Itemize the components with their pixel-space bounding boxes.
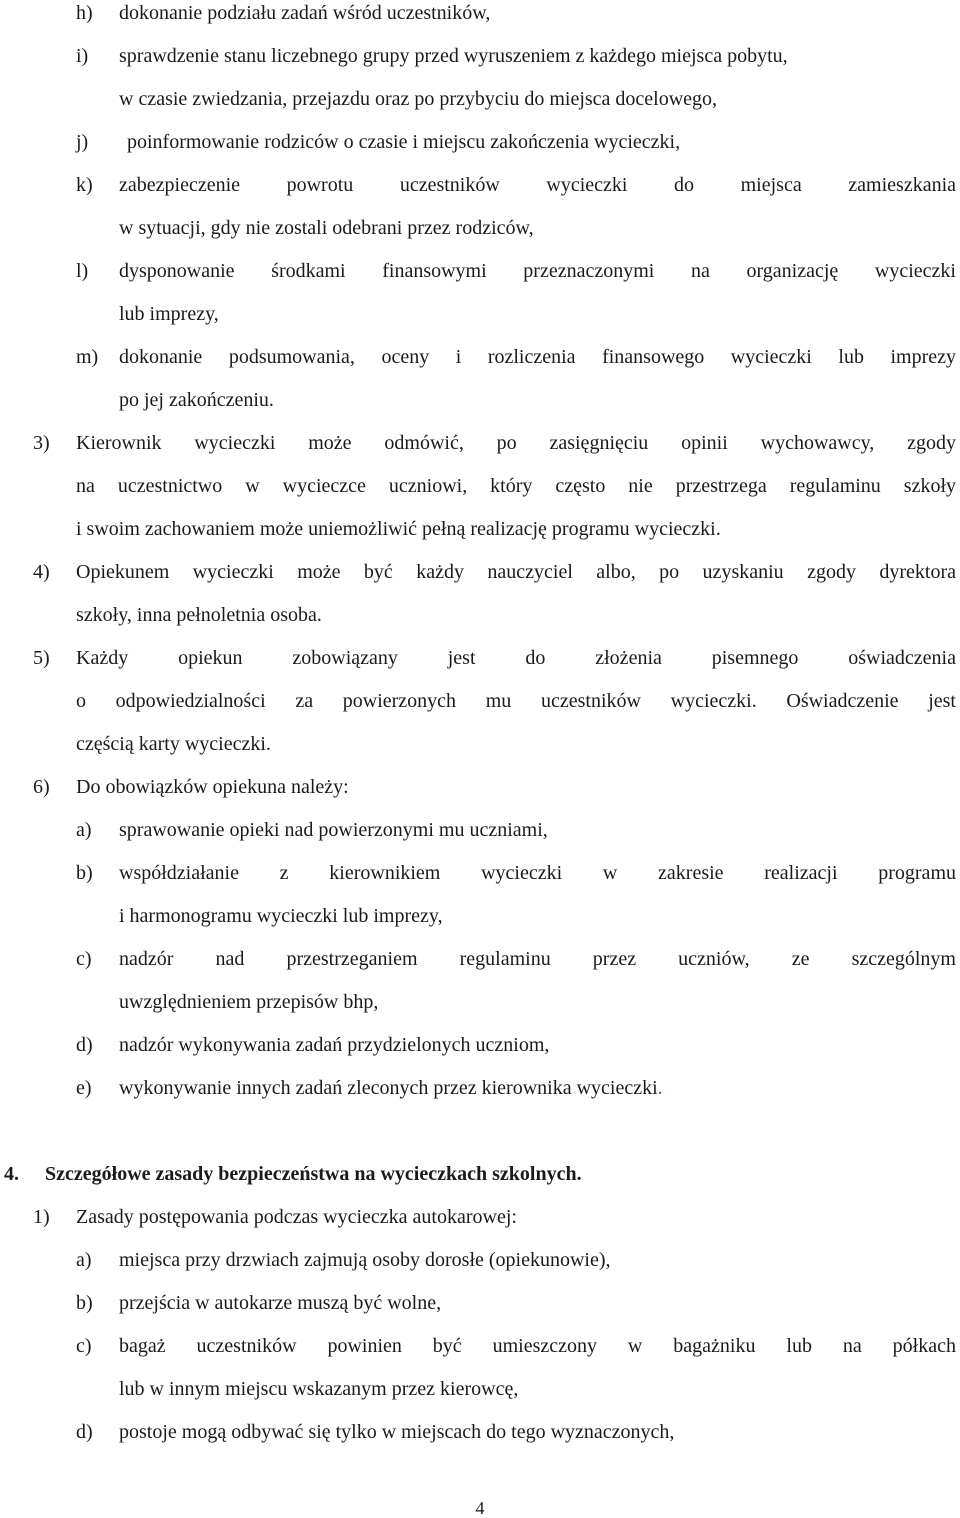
item-label: b) [76, 862, 93, 884]
item-text: dokonanie podsumowania, oceny i rozliczenia finansowego wycieczki lub imprezy [119, 346, 956, 368]
point-label: 4) [33, 561, 50, 583]
item-text: uwzględnieniem przepisów bhp, [119, 991, 379, 1013]
item-text: lub imprezy, [119, 303, 219, 325]
page-number: 4 [475, 1498, 485, 1518]
item-label: l) [76, 260, 89, 282]
point-label: 3) [33, 432, 50, 454]
point-text: Każdy opiekun zobowiązany jest do złożenia pisemnego oświadczenia [76, 647, 956, 669]
point-text: Zasady postępowania podczas wycieczka autokarowej: [76, 1206, 517, 1228]
point-text: Do obowiązków opiekuna należy: [76, 776, 349, 798]
point-label: 1) [33, 1206, 50, 1228]
point-text: i swoim zachowaniem może uniemożliwić pełną realizację programu wycieczki. [76, 518, 721, 540]
item-text: w sytuacji, gdy nie zostali odebrani przez rodziców, [119, 217, 534, 239]
item-text: postoje mogą odbywać się tylko w miejscach do tego wyznaczonych, [119, 1421, 675, 1443]
item-text: bagaż uczestników powinien być umieszczony w bagażniku lub na półkach [119, 1335, 956, 1357]
item-label: e) [76, 1077, 92, 1099]
section-title: Szczegółowe zasady bezpieczeństwa na wycieczkach szkolnych. [45, 1163, 582, 1185]
item-text [119, 1075, 663, 1101]
item-text: sprawowanie opieki nad powierzonymi mu uczniami, [119, 819, 548, 841]
item-text: zabezpieczenie powrotu uczestników wycieczki do miejsca zamieszkania [119, 174, 956, 196]
point-text: Opiekunem wycieczki może być każdy nauczyciel albo, po uzyskaniu zgody dyrektora [76, 561, 956, 583]
item-label: c) [76, 948, 92, 970]
trailing-period: . [657, 1077, 663, 1099]
item-label: d) [76, 1034, 93, 1056]
point-label: 5) [33, 647, 50, 669]
item-text: w czasie zwiedzania, przejazdu oraz po przybyciu do miejsca docelowego, [119, 88, 718, 110]
point-text: częścią karty wycieczki. [76, 733, 271, 755]
item-label: i) [76, 45, 89, 67]
item-text-body: wykonywanie innych zadań zleconych przez kierownika wycieczki [119, 1077, 658, 1099]
point-text: Kierownik wycieczki może odmówić, po zasięgnięciu opinii wychowawcy, zgody [76, 432, 956, 454]
item-label: c) [76, 1335, 92, 1357]
item-text: miejsca przy drzwiach zajmują osoby dorosłe (opiekunowie), [119, 1249, 611, 1271]
point-text: o odpowiedzialności za powierzonych mu uczestników wycieczki. Oświadczenie jest [76, 690, 956, 712]
item-text: lub w innym miejscu wskazanym przez kierowcę, [119, 1378, 519, 1400]
item-label: a) [76, 819, 92, 841]
item-text: sprawdzenie stanu liczebnego grupy przed wyruszeniem z każdego miejsca pobytu, [119, 45, 788, 67]
item-label: j) [76, 131, 89, 153]
item-label: b) [76, 1292, 93, 1314]
item-label: d) [76, 1421, 93, 1443]
item-text: współdziałanie z kierownikiem wycieczki w zakresie realizacji programu [119, 862, 956, 884]
item-text: i harmonogramu wycieczki lub imprezy, [119, 905, 443, 927]
item-label: h) [76, 2, 93, 24]
item-label: k) [76, 174, 93, 196]
item-label: a) [76, 1249, 92, 1271]
item-text: dokonanie podziału zadań wśród uczestników, [119, 2, 491, 24]
item-text: przejścia w autokarze muszą być wolne, [119, 1292, 442, 1314]
item-text: po jej zakończeniu. [119, 389, 274, 411]
item-text: nadzór nad przestrzeganiem regulaminu przez uczniów, ze szczególnym [119, 948, 956, 970]
item-text: dysponowanie środkami finansowymi przeznaczonymi na organizację wycieczki [119, 260, 956, 282]
point-label: 6) [33, 776, 50, 798]
item-label: m) [76, 346, 99, 368]
point-text: szkoły, inna pełnoletnia osoba. [76, 604, 322, 626]
point-text: na uczestnictwo w wycieczce uczniowi, który często nie przestrzega regulaminu szkoły [76, 475, 956, 497]
section-number: 4. [4, 1163, 19, 1185]
item-text: poinformowanie rodziców o czasie i miejscu zakończenia wycieczki, [127, 131, 681, 153]
item-text: nadzór wykonywania zadań przydzielonych uczniom, [119, 1034, 550, 1056]
